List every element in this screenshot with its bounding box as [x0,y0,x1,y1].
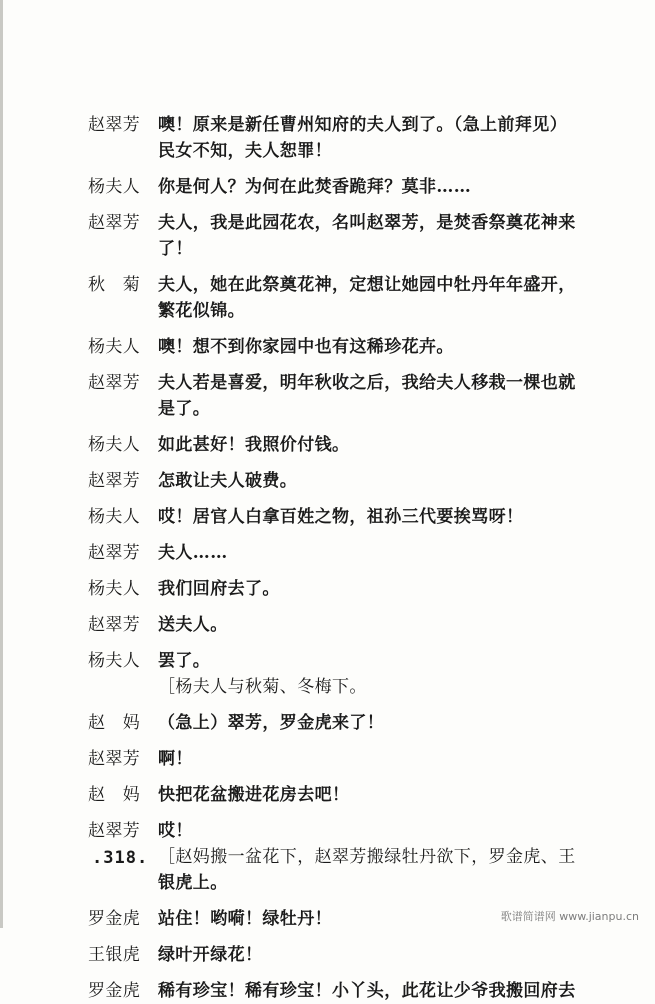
dialogue-line [88,504,608,530]
speaker-name: 秋 菊 [88,275,141,295]
dialogue-line [88,210,608,236]
speech-text: 夫人…… [158,543,228,563]
speaker-name: 赵翠芳 [88,471,141,491]
dialogue-line [88,782,608,808]
page-edge [0,0,3,928]
speech-text: 民女不知，夫人恕罪！ [158,141,332,161]
speech-text: 站住！哟嗬！绿牡丹！ [158,909,332,929]
speech-text: 银虎上。 [158,873,228,893]
dialogue-line [88,370,608,396]
speaker-name: 赵翠芳 [88,115,141,135]
speaker-name: 罗金虎 [88,909,141,929]
speaker-name: 杨夫人 [88,579,141,599]
speech-text: 夫人，她在此祭奠花神，定想让她园中牡丹年年盛开， [158,275,576,295]
dialogue-line [88,710,608,736]
dialogue-line [88,468,608,494]
speaker-name: 王银虎 [88,945,141,965]
dialogue-line [88,174,608,200]
speech-text: 繁花似锦。 [158,301,245,321]
dialogue-line [88,978,608,1004]
speaker-name: 赵翠芳 [88,543,141,563]
dialogue-line [88,272,608,298]
speech-text: 夫人若是喜爱，明年秋收之后，我给夫人移栽一棵也就 [158,373,576,393]
page-number: .318. [92,848,149,868]
speaker-name: 杨夫人 [88,507,141,527]
continuation-line [88,674,608,700]
dialogue-line [88,648,608,674]
speech-text: 是了。 [158,399,211,419]
speech-text: 如此甚好！我照价付钱。 [158,435,350,455]
speaker-name: 赵翠芳 [88,373,141,393]
speech-text: 啊！ [158,749,193,769]
stage-direction: ［杨夫人与秋菊、冬梅下。 [158,677,367,697]
speaker-name: 赵翠芳 [88,615,141,635]
dialogue-line [88,432,608,458]
watermark: 歌谱简谱网 www.jianpu.cn [500,910,639,923]
continuation-line [88,396,608,422]
speaker-name: 赵翠芳 [88,821,141,841]
dialogue-line [88,746,608,772]
speech-text: 我们回府去了。 [158,579,280,599]
speech-text: 稀有珍宝！稀有珍宝！小丫头，此花让少爷我搬回府去 [158,981,576,1001]
continuation-line [88,236,608,262]
speech-text: 哎！ [158,821,193,841]
speaker-name: 赵 妈 [88,713,141,733]
speech-text: 你是何人？为何在此焚香跪拜？莫非…… [158,177,472,197]
speech-text: 快把花盆搬进花房去吧！ [158,785,350,805]
stage-direction: ［赵妈搬一盆花下，赵翠芳搬绿牡丹欲下，罗金虎、王 [158,847,576,867]
speech-text: 送夫人。 [158,615,228,635]
dialogue-line [88,112,608,138]
speaker-name: 罗金虎 [88,981,141,1001]
speaker-name: 赵翠芳 [88,749,141,769]
dialogue-line [88,612,608,638]
speech-text: 哎！居官人白拿百姓之物，祖孙三代要挨骂呀！ [158,507,524,527]
speaker-name: 杨夫人 [88,651,141,671]
speaker-name: 赵 妈 [88,785,141,805]
dialogue-line [88,540,608,566]
speech-text: 噢！原来是新任曹州知府的夫人到了。（急上前拜见） [158,115,568,135]
continuation-line [88,298,608,324]
continuation-line [88,844,608,870]
speech-text: 罢了。 [158,651,211,671]
speech-text: 夫人，我是此园花农，名叫赵翠芳，是焚香祭奠花神来 [158,213,576,233]
dialogue-line [88,818,608,844]
dialogue-line [88,576,608,602]
speaker-name: 杨夫人 [88,337,141,357]
speaker-name: 赵翠芳 [88,213,141,233]
dialogue-line [88,334,608,360]
script-body [88,112,608,1004]
speech-text: 绿叶开绿花！ [158,945,263,965]
speech-text: 噢！想不到你家园中也有这稀珍花卉。 [158,337,454,357]
speaker-name: 杨夫人 [88,177,141,197]
dialogue-line [88,942,608,968]
speaker-name: 杨夫人 [88,435,141,455]
speech-text: 怎敢让夫人破费。 [158,471,298,491]
continuation-line [88,138,608,164]
continuation-line [88,870,608,896]
speech-text: 了！ [158,239,193,259]
speech-text: （急上）翠芳，罗金虎来了！ [158,713,385,733]
